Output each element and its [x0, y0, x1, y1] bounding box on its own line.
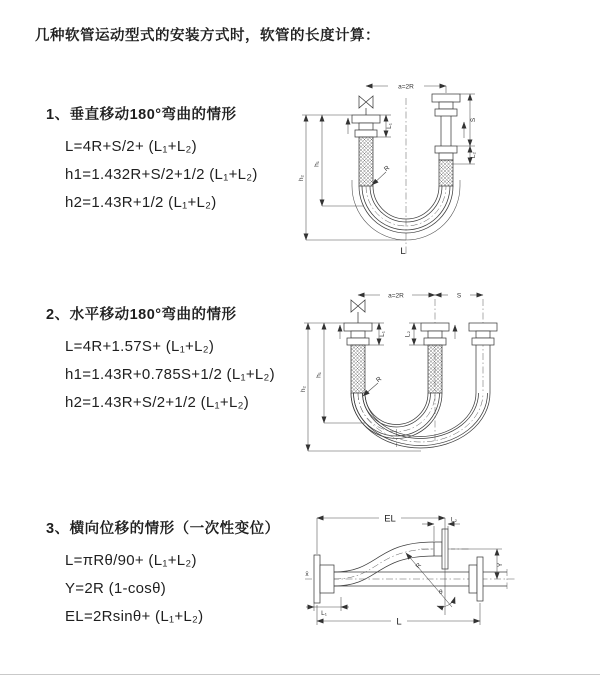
- valve-icon: [351, 300, 365, 323]
- section-2-heading: 2、水平移动180°弯曲的情形: [46, 307, 237, 323]
- formula-h2: h2=1.43R+S/2+1/2 (L₁+L₂): [65, 394, 250, 411]
- dim-a2r-label: a=2R: [388, 292, 404, 300]
- dim-l1-label: L₁: [321, 610, 327, 617]
- dim-r-label: R: [383, 164, 392, 174]
- formula-length: L=πRθ/90+ (L₁+L₂): [65, 552, 197, 569]
- dim-r: [363, 375, 383, 396]
- dim-h1-label: h₁: [315, 372, 323, 378]
- dim-r-label: R: [414, 561, 424, 571]
- formula-y: Y=2R (1-cosθ): [65, 580, 167, 597]
- u-bend-hose-position2: [351, 393, 490, 448]
- formula-h2: h2=1.43R+1/2 (L₁+L₂): [65, 194, 217, 211]
- formula-h1: h1=1.432R+S/2+1/2 (L₁+L₂): [65, 166, 258, 183]
- dim-l2: [422, 517, 460, 542]
- section-2: [46, 303, 316, 422]
- diagram-lateral-displacement: [301, 501, 595, 653]
- diagram-vertical-180-bend: [298, 66, 560, 260]
- dim-r: [372, 164, 391, 185]
- dim-y-label: Y: [497, 562, 504, 568]
- dim-l1-label: L₁: [386, 123, 393, 129]
- section-3: [46, 517, 316, 636]
- dim-h2: [298, 115, 406, 240]
- dim-s-label: S: [470, 117, 477, 123]
- dim-l: [317, 603, 480, 628]
- dim-l1-label: L₁: [379, 331, 386, 337]
- formula-length: L=4R+S/2+ (L₁+L₂): [65, 138, 197, 155]
- diagram-horizontal-180-bend: [298, 281, 565, 458]
- dim-el: [317, 514, 445, 555]
- right-hose-fitting: [432, 94, 464, 186]
- dim-h2-label: h₂: [300, 385, 307, 393]
- dim-a2r-label: a=2R: [398, 83, 414, 91]
- middle-hose-fitting: [421, 323, 455, 393]
- dim-l-label: L: [400, 246, 406, 257]
- formula-el: EL=2Rsinθ+ (L₁+L₂): [65, 608, 204, 625]
- left-hose-fitting: [340, 323, 372, 393]
- left-flange: [314, 555, 334, 603]
- dim-s-label: S: [456, 292, 462, 300]
- dim-h1: [314, 115, 365, 206]
- section-3-heading: 3、横向位移的情形（一次性变位）: [46, 521, 280, 537]
- dim-el-label: EL: [384, 513, 396, 525]
- u-bend-hose-position1: [351, 393, 442, 439]
- dim-l-label: L: [396, 616, 402, 628]
- left-hose-fitting: [348, 115, 380, 186]
- valve-icon: [359, 96, 373, 115]
- dim-h1-label: h₁: [313, 161, 321, 167]
- formula-h1: h1=1.43R+0.785S+1/2 (L₁+L₂): [65, 366, 275, 383]
- dim-l2-label: L₂: [450, 516, 458, 524]
- centerline-mark: x̄: [305, 571, 309, 578]
- hose-displaced-position: [334, 529, 448, 586]
- centerlines: [305, 549, 516, 589]
- section-1-heading: 1、垂直移动180°弯曲的情形: [46, 107, 237, 123]
- dim-s: [435, 293, 483, 300]
- page-title: 几种软管运动型式的安装方式时，软管的长度计算：: [35, 28, 380, 44]
- dim-a2r: [358, 293, 435, 300]
- dim-l2-label: L₂: [404, 330, 412, 338]
- dim-r-label: R: [375, 375, 384, 385]
- dim-theta-label: θ: [439, 589, 443, 596]
- formula-length: L=4R+1.57S+ (L₁+L₂): [65, 338, 215, 355]
- dim-l2-label: L₂: [470, 151, 477, 159]
- dim-l1: [306, 597, 349, 617]
- section-1: [46, 103, 316, 222]
- dim-a2r: [366, 84, 446, 94]
- dim-h2-label: h₂: [298, 174, 305, 182]
